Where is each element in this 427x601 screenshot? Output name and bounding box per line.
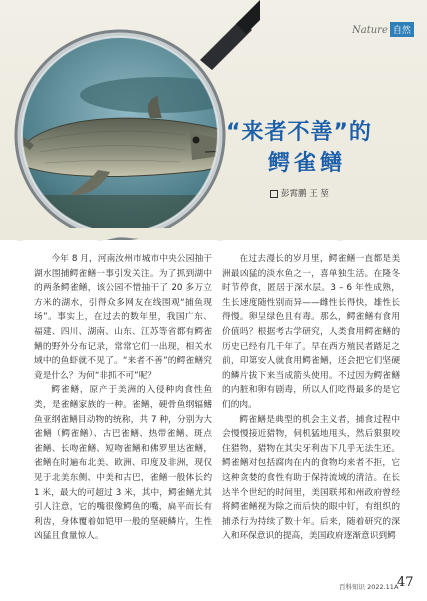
- section-label: [352, 22, 414, 37]
- square-bullet-icon: [270, 190, 278, 198]
- magazine-footer: 百科知识 2022.11A: [339, 583, 399, 591]
- section-label-en: Nature: [352, 25, 388, 36]
- article-title-line1: “来者不善”的: [226, 120, 372, 145]
- paragraph: 鳄雀鳝是典型的机会主义者，捕食过程中会慢慢接近猎物，伺机猛地甩头，然后狠狠咬住猎物，猎物在其尖牙利齿下几乎无法生还。鳄雀鳝对包括腐肉在内的食物均来者不拒，它这种贪婪的食性有助于保持流域的清洁。在长达半个世纪的时间里，美国联邦和州政府曾经将鳄雀鳝视为除之而后快的眼中钉，有组织的捕杀行为持续了数十年。后来，随着研究的深入和环保意识的提高，美国政府逐渐意识到鳄: [222, 414, 400, 542]
- magnifier-illustration: [0, 0, 260, 240]
- article-column-right: [222, 252, 400, 544]
- paragraph: 鳄雀鳝，原产于美洲的入侵种肉食性鱼类，是雀鳝家族的一种。雀鳝，硬骨鱼纲辐鳍鱼亚纲雀鳝目动物的统称，共 7 种，分别为大雀鳝（鳄雀鳝）、古巴雀鳝、热带雀鳝、斑点雀鳝、长吻雀鳝、短吻雀鳝和佛罗里达雀鳝，雀鳝在时遍布北美、欧洲、印度及非洲，现仅见于北美东侧、中美和古巴，雀鳝一般体长约 1 米，最大的可超过 3 米，其中，鳄雀鳝尤其引人注意，它的嘴很像鳄鱼的嘴，扁平而长有利齿，身体覆着如铠甲一般的坚硬鳞片，生性凶猛且食量惊人。: [34, 385, 212, 542]
- article-title-line2: 鳄雀鳝: [268, 151, 347, 176]
- section-label-cn: 自然: [390, 22, 414, 37]
- author-names: 彭霄鹏 王 堃: [281, 189, 329, 199]
- hero-banner: [0, 0, 427, 240]
- author-byline: [270, 187, 329, 199]
- torn-edge-divider: [0, 228, 427, 246]
- paragraph: 今年 8 月，河南汝州市城市中央公园抽干湖水围捕鳄雀鳝一事引发关注。为了抓到湖中的两条鳄雀鳝，该公园不惜抽干了 20 多万立方米的湖水，引得众多网友在线围观“捕鱼现场”。事实上，在过去的数年里，我国广东、福建、四川、湖南、山东、江苏等省都有鳄雀鳝的野外分布记录，常常它们一出现，相关水域中的鱼虾就不见了。“来者不善”的鳄雀鳝究竟是什么？为何“非抓不可”呢？: [34, 254, 212, 381]
- page-number: 47: [397, 575, 414, 590]
- article-column-left: [34, 252, 212, 544]
- paragraph: 在过去漫长的岁月里，鳄雀鳝一直都是美洲最凶猛的淡水鱼之一，喜单独生活。在隆冬时节停食，匿居于深水层。3 – 6 年性成熟，生长速度随性别而异——雌性长得快，雄性长得慢。卵呈绿色且有毒。那么，鳄雀鳝有食用价值吗？根据考古学研究，人类食用鳄雀鳝的历史已经有几千年了。早在西方殖民者踏足之前，印第安人就食用鳄雀鳝，还会把它们坚硬的鳞片拔下来当成箭头使用。不过因为鳄雀鳝的内脏和卵有剧毒，所以人们吃得最多的是它们的肉。: [222, 254, 400, 410]
